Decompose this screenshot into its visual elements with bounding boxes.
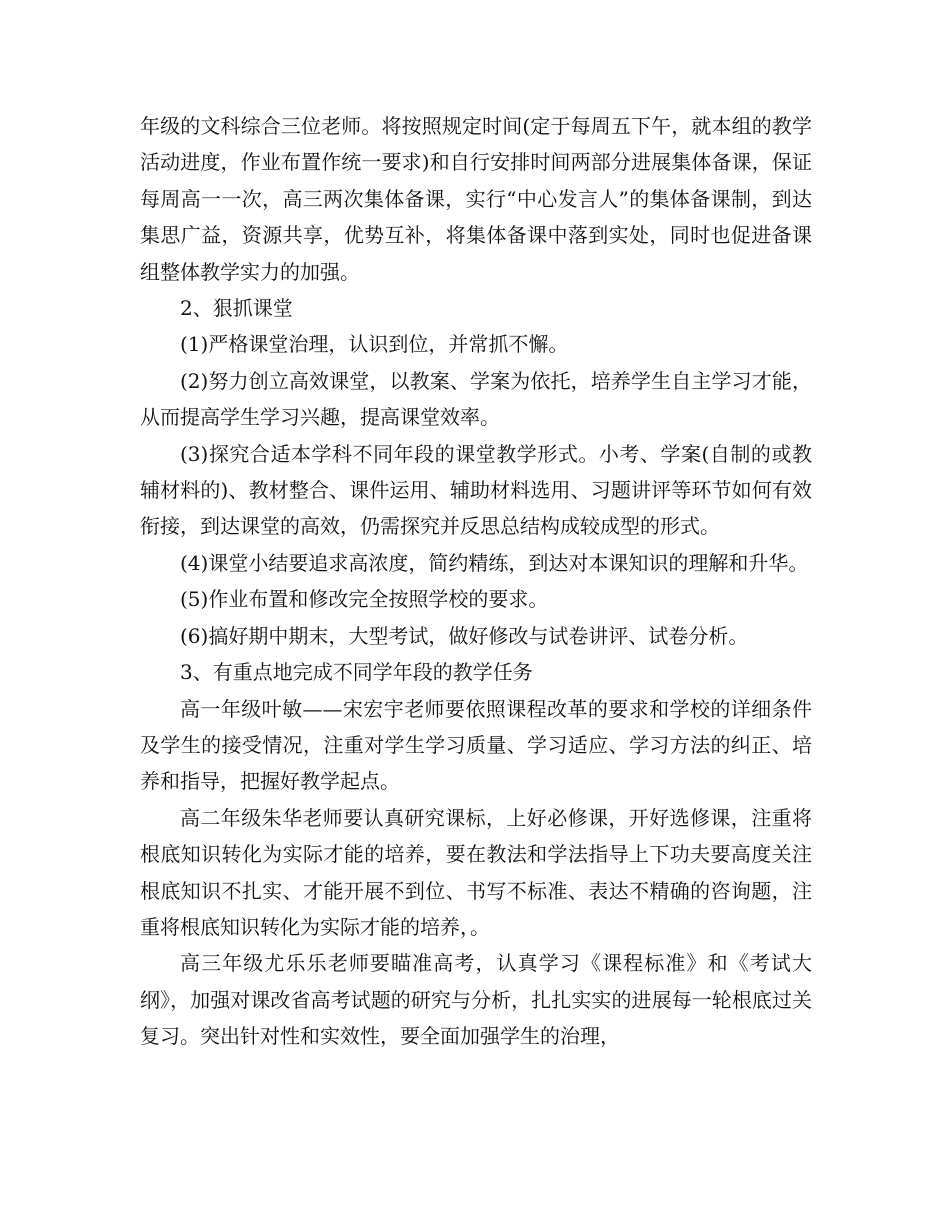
paragraph-grade-2: 高二年级朱华老师要认真研究课标，上好必修课，开好选修课，注重将根底知识转化为实际才能的培养，要在教法和学法指导上下功夫要高度关注根底知识不扎实、才能开展不到位、书写不标准、表达不精确的咨询题，注重将根底知识转化为实际才能的培养，。 (140, 805, 812, 939)
list-item-5: (5)作业布置和修改完全按照学校的要求。 (180, 587, 549, 612)
paragraph-grade-1: 高一年级叶敏——宋宏宇老师要依照课程改革的要求和学校的详细条件及学生的接受情况，注重对学生学习质量、学习适应、学习方法的纠正、培养和指导，把握好教学起点。 (140, 696, 812, 794)
document-page (140, 108, 812, 1055)
section-heading-2: 2、狠抓课堂 (180, 296, 293, 321)
list-item-3: (3)探究合适本学科不同年段的课堂教学形式。小考、学案(自制的或教辅材料的)、教材整合、课件运用、辅助材料选用、习题讲评等环节如何有效衔接，到达课堂的高效，仍需探究并反思总结构成较成型的形式。 (140, 441, 812, 539)
section-heading-3: 3、有重点地完成不同学年段的教学任务 (180, 660, 533, 685)
paragraph-grade-3: 高三年级尤乐乐老师要瞄准高考，认真学习《课程标准》和《考试大纲》，加强对课改省高考试题的研究与分析，扎扎实实的进展每一轮根底过关复习。突出针对性和实效性，要全面加强学生的治理， (140, 951, 812, 1049)
list-item-4: (4)课堂小结要追求高浓度，简约精练，到达对本课知识的理解和升华。 (180, 550, 809, 575)
list-item-6: (6)搞好期中期末，大型考试，做好修改与试卷讲评、试卷分析。 (180, 623, 749, 648)
paragraph-1: 年级的文科综合三位老师。将按照规定时间(定于每周五下午，就本组的教学活动进度，作业布置作统一要求)和自行安排时间两部分进展集体备课，保证每周高一一次，高三两次集体备课，实行“中心发言人”的集体备课制，到达集思广益，资源共享，优势互补，将集体备课中落到实处，同时也促进备课组整体教学实力的加强。 (140, 114, 812, 284)
list-item-2: (2)努力创立高效课堂，以教案、学案为依托，培养学生自主学习才能，从而提高学生学习兴趣，提高课堂效率。 (140, 368, 812, 430)
list-item-1: (1)严格课堂治理，认识到位，并常抓不懈。 (180, 332, 569, 357)
